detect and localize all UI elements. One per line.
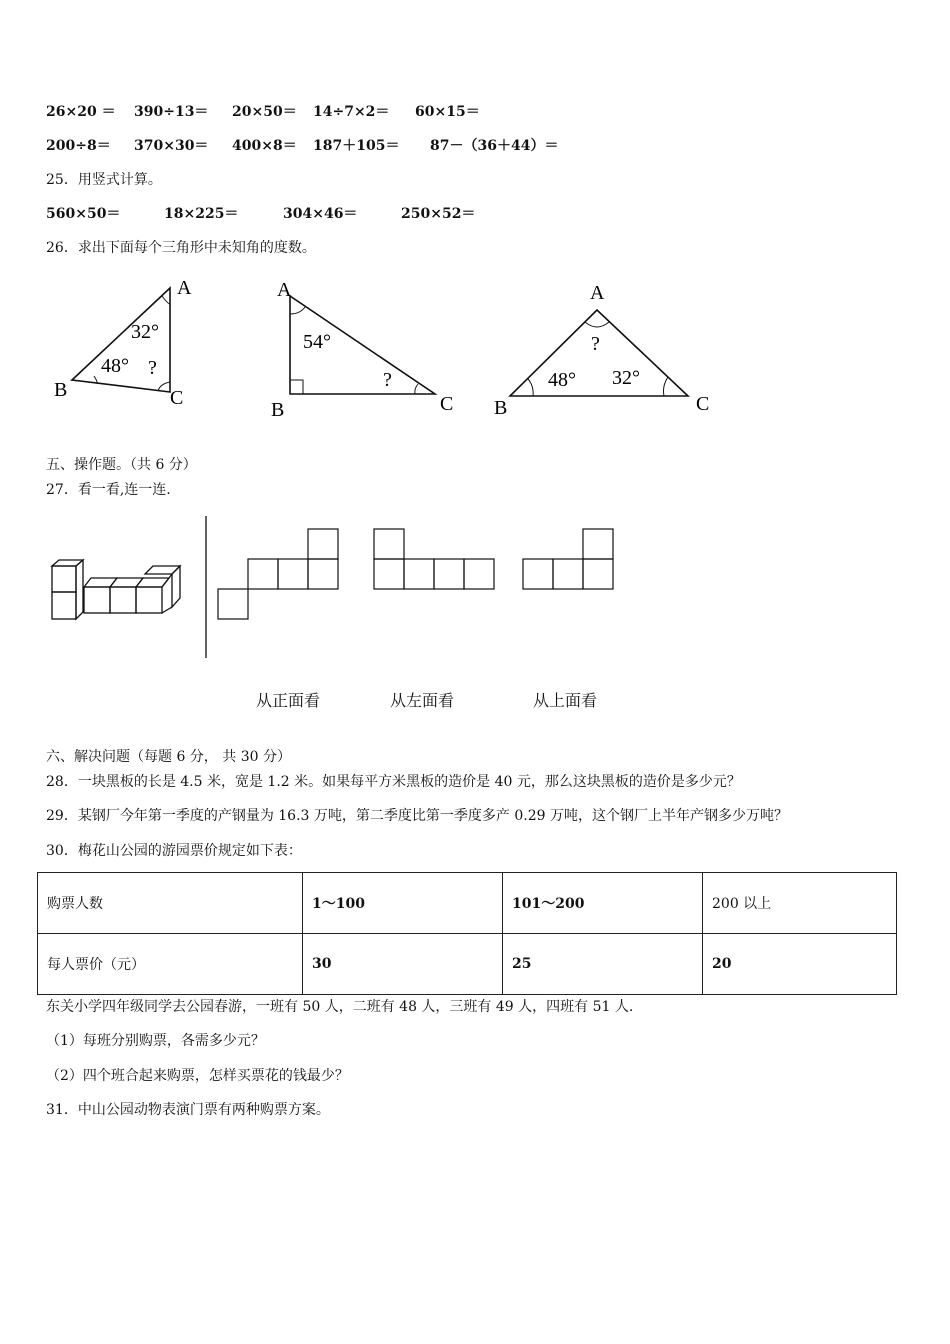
question-26-title: 26．求出下面每个三角形中未知角的度数。: [46, 240, 316, 256]
vertical-calc-item: 560×50＝: [46, 206, 121, 222]
angle-label: 32°: [131, 321, 159, 343]
question-30-sub-1: （1）每班分别购票，各需多少元？: [46, 1033, 265, 1049]
table-cell: 购票人数: [38, 873, 303, 934]
cube-solid-icon: [52, 560, 180, 619]
caption-left-view: 从左面看: [390, 691, 455, 710]
calc-item: 187＋105＝: [313, 138, 400, 154]
angle-label: 32°: [612, 367, 640, 389]
calc-item: 370×30＝: [134, 138, 209, 154]
question-31: 31．中山公园动物表演门票有两种购票方案。: [46, 1102, 330, 1118]
calc-item: 20×50＝: [232, 104, 297, 120]
calc-item: 390÷13＝: [134, 104, 209, 120]
cube-view-3-icon: [523, 529, 613, 589]
table-cell: 101～200: [503, 873, 703, 934]
vertical-calc-item: 250×52＝: [401, 206, 476, 222]
vertex-label: C: [440, 393, 454, 415]
angle-label: 48°: [548, 369, 576, 391]
question-30-sub-2: （2）四个班合起来购票，怎样买票花的钱最少？: [46, 1068, 349, 1084]
calc-item: 14÷7×2＝: [313, 104, 390, 120]
question-28: 28．一块黑板的长是 4.5 米，宽是 1.2 米。如果每平方米黑板的造价是 40 元，那么这块黑板的造价是多少元？: [46, 774, 741, 790]
vertex-label: A: [277, 279, 292, 301]
triangle-2: [271, 279, 453, 421]
vertical-calc-item: 18×225＝: [164, 206, 239, 222]
vertex-label: B: [54, 379, 68, 401]
caption-front-view: 从正面看: [256, 691, 321, 710]
table-row: [38, 873, 897, 934]
vertical-calc-item: 304×46＝: [283, 206, 358, 222]
table-cell: 25: [503, 934, 703, 995]
vertex-label: A: [590, 282, 605, 304]
section-5-title: 五、操作题。（共 6 分）: [46, 457, 197, 473]
caption-top-view: 从上面看: [533, 691, 598, 710]
question-30-title: 30．梅花山公园的游园票价规定如下表：: [46, 843, 302, 859]
vertex-label: A: [177, 277, 192, 299]
question-29: 29．某钢厂今年第一季度的产钢量为 16.3 万吨，第二季度比第一季度多产 0.29 万吨，这个钢厂上半年产钢多少万吨？: [46, 808, 788, 824]
vertex-label: B: [271, 399, 285, 421]
table-cell: 1～100: [303, 873, 503, 934]
calc-item: 26×20 ＝: [46, 104, 116, 120]
ticket-price-table: [37, 872, 897, 995]
table-cell: 20: [703, 934, 897, 995]
calc-item: 400×8＝: [232, 138, 297, 154]
cube-view-1-icon: [218, 529, 338, 619]
angle-label: ?: [383, 369, 392, 391]
angle-label: ?: [591, 333, 600, 355]
angle-label: 48°: [101, 355, 129, 377]
vertex-label: C: [696, 393, 710, 415]
calc-item: 87－（36＋44）＝: [430, 138, 559, 154]
angle-label: ?: [148, 357, 157, 379]
vertex-label: B: [494, 397, 508, 419]
triangles-figure: [0, 270, 950, 430]
table-cell: 每人票价（元）: [38, 934, 303, 995]
calc-item: 200÷8＝: [46, 138, 111, 154]
angle-label: 54°: [303, 331, 331, 353]
triangle-3: [494, 282, 709, 419]
calc-item: 60×15＝: [415, 104, 480, 120]
cube-views-figure: [0, 510, 950, 670]
vertex-label: C: [170, 387, 184, 409]
table-cell: 200 以上: [703, 873, 897, 934]
cube-view-2-icon: [374, 529, 494, 589]
table-cell: 30: [303, 934, 503, 995]
question-25-title: 25．用竖式计算。: [46, 172, 162, 188]
question-30-description: 东关小学四年级同学去公园春游，一班有 50 人，二班有 48 人，三班有 49 人，四班有 51 人.: [46, 999, 634, 1015]
section-6-title: 六、解决问题（每题 6 分， 共 30 分）: [46, 749, 291, 765]
question-27-title: 27．看一看,连一连.: [46, 482, 171, 498]
table-row: [38, 934, 897, 995]
triangle-1: [54, 277, 192, 409]
